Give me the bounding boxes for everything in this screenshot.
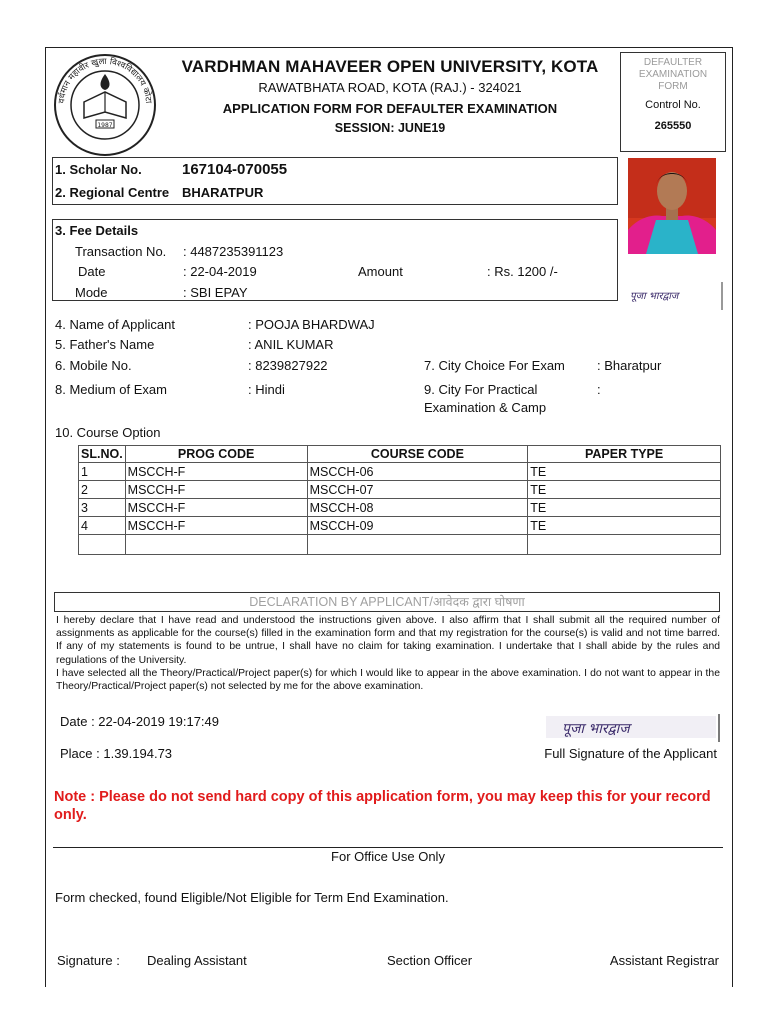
mobile-label: 6. Mobile No. <box>55 358 132 373</box>
form-checked-text: Form checked, found Eligible/Not Eligible for Term End Examination. <box>55 890 449 905</box>
university-address: RAWATBHATA ROAD, KOTA (RAJ.) - 324021 <box>258 80 522 95</box>
scholar-no-label: 1. Scholar No. <box>55 162 142 177</box>
declaration-place: Place : 1.39.194.73 <box>60 746 173 761</box>
cell-course: MSCCH-09 <box>307 517 528 535</box>
course-option-label: 10. Course Option <box>55 425 161 440</box>
cell-sl: 4 <box>79 517 126 535</box>
practical-city-value: : <box>597 382 601 397</box>
mobile-value: : 8239827922 <box>248 358 328 373</box>
father-name-value: : ANIL KUMAR <box>248 337 334 352</box>
cell-sl: 3 <box>79 499 126 517</box>
practical-city-label-1: 9. City For Practical <box>424 382 538 397</box>
course-table <box>78 445 721 555</box>
cell-paper: TE <box>528 463 721 481</box>
header-prog-code: PROG CODE <box>125 446 307 463</box>
cell-paper: TE <box>528 517 721 535</box>
table-row <box>79 463 721 481</box>
session-label: SESSION: JUNE19 <box>334 121 446 135</box>
header-paper-type: PAPER TYPE <box>528 446 721 463</box>
dealing-assistant-label: Dealing Assistant <box>147 953 247 968</box>
fee-details-label: 3. Fee Details <box>55 223 139 238</box>
father-name-label: 5. Father's Name <box>55 337 155 352</box>
transaction-label: Transaction No. <box>75 244 167 259</box>
cell-sl: 1 <box>79 463 126 481</box>
header-course-code: COURSE CODE <box>307 446 528 463</box>
regional-centre-label: 2. Regional Centre <box>55 185 170 200</box>
assistant-registrar-label: Assistant Registrar <box>609 953 719 968</box>
declaration-para-1: I hereby declare that I have read and understood the instructions given above. I also affirm that I shall submit all the required number of assignments as applicable for the course(s) filled in the examination form and that my registration for the course(s) is valid and not time barred. If any of my statements is found to be untrue, I shall have no claim for taking examination. I undertake that I shall abide by the rules and regulations of the University. <box>56 615 720 666</box>
office-use-title: For Office Use Only <box>331 849 445 864</box>
signature-label: Full Signature of the Applicant <box>544 746 717 761</box>
declaration-heading: DECLARATION BY APPLICANT/आवेदक द्वारा घोषणा <box>54 592 720 612</box>
table-row <box>79 481 721 499</box>
university-name: VARDHMAN MAHAVEER OPEN UNIVERSITY, KOTA <box>181 57 599 76</box>
transaction-value: : 4487235391123 <box>183 244 284 259</box>
university-logo <box>52 52 158 158</box>
declaration-date: Date : 22-04-2019 19:17:49 <box>60 714 220 729</box>
cell-course: MSCCH-07 <box>307 481 528 499</box>
control-no-label: Control No. <box>645 99 701 111</box>
table-row <box>79 517 721 535</box>
control-box-label: DEFAULTER EXAMINATION FORM <box>638 57 708 92</box>
control-no-value: 265550 <box>654 120 692 132</box>
course-table-header <box>79 446 721 463</box>
medium-value: : Hindi <box>248 382 285 397</box>
table-row-empty <box>79 535 721 555</box>
city-choice-value: : Bharatpur <box>597 358 662 373</box>
declaration-text <box>56 614 720 693</box>
cell-course: MSCCH-06 <box>307 463 528 481</box>
applicant-name-label: 4. Name of Applicant <box>55 317 175 332</box>
logo-year: 1987 <box>97 122 113 129</box>
cell-prog: MSCCH-F <box>125 481 307 499</box>
office-signature-label: Signature : <box>57 953 120 968</box>
mode-value: : SBI EPAY <box>183 285 248 300</box>
cell-paper: TE <box>528 481 721 499</box>
note-text: Note : Please do not send hard copy of this application form, you may keep this for your record only. <box>54 789 711 823</box>
table-row <box>79 499 721 517</box>
applicant-name-value: : POOJA BHARDWAJ <box>248 317 375 332</box>
cell-prog: MSCCH-F <box>125 517 307 535</box>
cell-prog: MSCCH-F <box>125 499 307 517</box>
form-title: APPLICATION FORM FOR DEFAULTER EXAMINATION <box>222 101 558 116</box>
fee-date-label: Date <box>78 264 106 279</box>
scholar-no-value: 167104-070055 <box>182 161 288 178</box>
cell-paper: TE <box>528 499 721 517</box>
small-signature <box>626 282 724 310</box>
city-choice-label: 7. City Choice For Exam <box>424 358 565 373</box>
regional-centre-value: BHARATPUR <box>182 185 264 200</box>
applicant-photo <box>628 158 716 254</box>
divider <box>53 847 723 848</box>
small-signature-text: पूजा भारद्वाज <box>630 291 679 302</box>
declaration-para-2: I have selected all the Theory/Practical/Project paper(s) for which I would like to appear in the above examination. I do not want to appear in the Theory/Practical/Project paper(s) not selected by me for the above examination. <box>56 667 720 693</box>
medium-label: 8. Medium of Exam <box>55 382 167 397</box>
applicant-signature <box>546 712 722 742</box>
signature-text: पूजा भारद्वाज <box>562 721 630 737</box>
practical-city-label-2: Examination & Camp <box>424 400 547 415</box>
amount-value: : Rs. 1200 /- <box>487 264 558 279</box>
logo-arc-text: वर्धमान महावीर खुला विश्वविद्यालय कोटा <box>56 56 154 104</box>
amount-label: Amount <box>358 264 403 279</box>
control-box <box>620 52 726 152</box>
cell-course: MSCCH-08 <box>307 499 528 517</box>
header-sl-no: SL.NO. <box>79 446 126 463</box>
mode-label: Mode <box>75 285 108 300</box>
cell-prog: MSCCH-F <box>125 463 307 481</box>
fee-date-value: : 22-04-2019 <box>183 264 257 279</box>
section-officer-label: Section Officer <box>387 953 473 968</box>
cell-sl: 2 <box>79 481 126 499</box>
